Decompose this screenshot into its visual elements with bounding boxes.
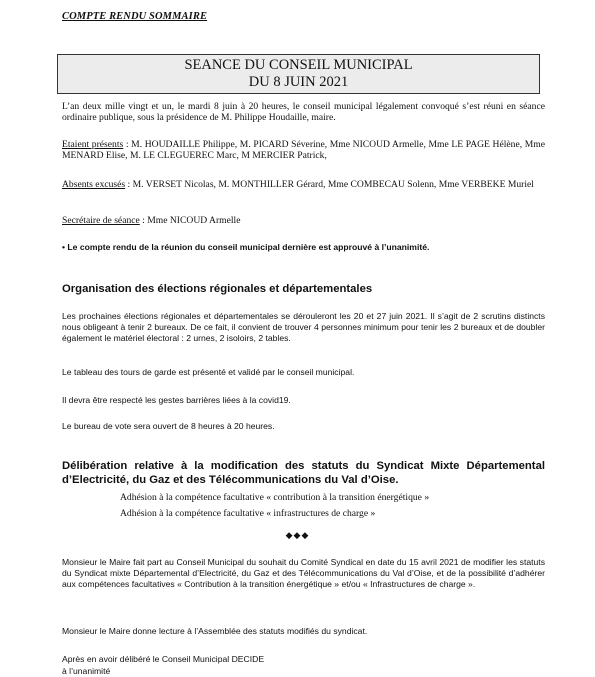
section-syndicate-heading: Délibération relative à la modification des statuts du Syndicat Mixte Départemental d’Electricité, du Gaz et des Télécommunications du Val d’Oise. bbox=[62, 460, 545, 486]
present-list: : M. HOUDAILLE Philippe, M. PICARD Séverine, Mme NICOUD Armelle, Mme LE PAGE Hélène, Mme MENARD Elise, M. LE CLEGUEREC Marc, M MERCIER Patrick, bbox=[62, 139, 545, 161]
secretary-name: : Mme NICOUD Armelle bbox=[139, 215, 241, 226]
syndicate-item-2: Adhésion à la compétence facultative « infrastructures de charge » bbox=[120, 508, 376, 519]
session-title-box bbox=[57, 54, 540, 94]
session-secretary bbox=[62, 215, 545, 226]
section-separator: ◆◆◆ bbox=[285, 531, 310, 541]
excused-members bbox=[62, 179, 545, 190]
elections-paragraph-3: Il devra être respecté les gestes barrières liées à la covid19. bbox=[62, 395, 291, 405]
syndicate-paragraph-3: Après en avoir délibéré le Conseil Municipal DECIDE bbox=[62, 654, 265, 664]
elections-paragraph-2: Le tableau des tours de garde est présenté et validé par le conseil municipal. bbox=[62, 367, 355, 377]
excused-list: : M. VERSET Nicolas, M. MONTHILLER Gérard, Mme COMBECAU Solenn, Mme VERBEKE Muriel bbox=[125, 179, 534, 190]
syndicate-paragraph-4: à l’unanimité bbox=[62, 666, 111, 676]
intro-paragraph: L’an deux mille vingt et un, le mardi 8 juin à 20 heures, le conseil municipal légalement convoqué s’est réuni en séance ordinaire publique, sous la présidence de M. Philippe Houdaille, maire. bbox=[62, 101, 545, 123]
section-elections-heading: Organisation des élections régionales et départementales bbox=[62, 283, 373, 295]
excused-label: Absents excusés bbox=[62, 179, 126, 190]
document-type-label: COMPTE RENDU SOMMAIRE bbox=[62, 11, 208, 22]
secretary-label: Secrétaire de séance bbox=[62, 215, 140, 226]
approval-note: • Le compte rendu de la réunion du conseil municipal dernière est approuvé à l’unanimité. bbox=[62, 242, 430, 252]
syndicate-item-1: Adhésion à la compétence facultative « contribution à la transition énergétique » bbox=[120, 492, 430, 503]
present-members bbox=[62, 139, 545, 161]
session-title: SEANCE DU CONSEIL MUNICIPAL bbox=[184, 57, 413, 73]
elections-paragraph-4: Le bureau de vote sera ouvert de 8 heures à 20 heures. bbox=[62, 421, 275, 431]
present-label: Etaient présents bbox=[62, 139, 124, 150]
syndicate-paragraph-1: Monsieur le Maire fait part au Conseil Municipal du souhait du Comité Syndical en date du 15 avril 2021 de modifier les statuts du Syndicat mixte Départemental d’Electricité, du Gaz et des Télécommunications du Val d’Oise, et de la possibilité d’adhérer aux compétences facultatives « Contribution à la transition énergétique » et/ou « Infrastructures de charge ». bbox=[62, 557, 545, 589]
session-date: DU 8 JUIN 2021 bbox=[248, 74, 349, 90]
elections-paragraph-1: Les prochaines élections régionales et départementales se dérouleront les 20 et 27 juin 2021. Il s’agit de 2 scrutins distincts nous obligeant à tenir 2 bureaux. De ce fait, il convient de trouver 4 personnes minimum pour tenir les 2 bureaux et de doubler également le matériel électoral : 2 urnes, 2 isoloirs, 2 tables. bbox=[62, 311, 545, 343]
syndicate-paragraph-2: Monsieur le Maire donne lecture à l’Assemblée des statuts modifiés du syndicat. bbox=[62, 626, 368, 636]
